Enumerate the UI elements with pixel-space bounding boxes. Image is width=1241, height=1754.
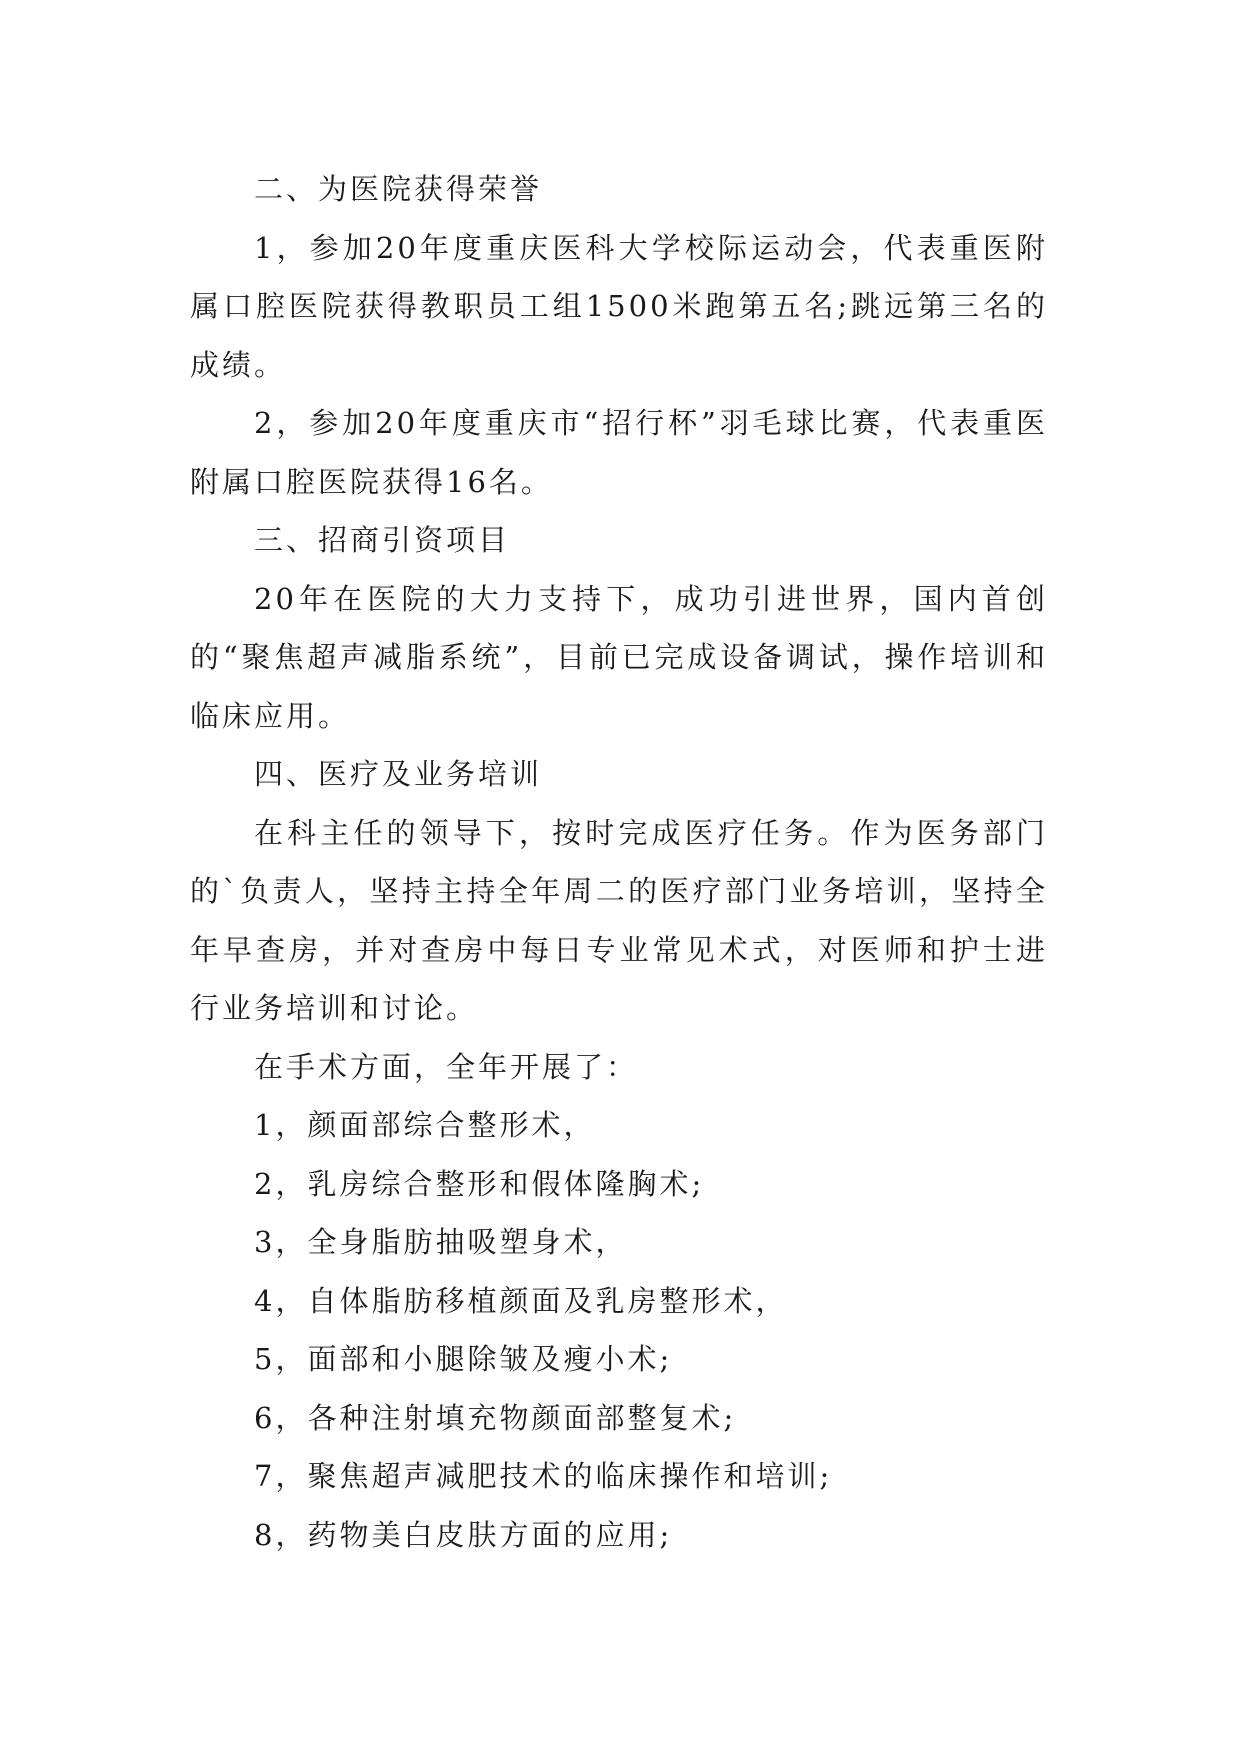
- paragraph-training-1: 在科主任的领导下，按时完成医疗任务。作为医务部门的`负责人，坚持主持全年周二的医疗部门业务培训，坚持全年早查房，并对查房中每日专业常见术式，对医师和护士进行业务培训和讨论。: [190, 815, 1048, 1025]
- paragraph-surgery-intro: 在手术方面，全年开展了：: [254, 1049, 639, 1084]
- section-heading-investment: 三、招商引资项目: [254, 523, 511, 557]
- list-item: 1，颜面部综合整形术，: [254, 1108, 596, 1142]
- list-item: 5，面部和小腿除皱及瘦小术;: [254, 1342, 673, 1376]
- paragraph-honors-1: 1，参加20年度重庆医科大学校际运动会，代表重医附属口腔医院获得教职员工组1500米跑第五名;跳远第三名的成绩。: [190, 230, 1048, 382]
- paragraph-honors-2: 2，参加20年度重庆市“招行杯”羽毛球比赛，代表重医附属口腔医院获得16名。: [190, 406, 1048, 499]
- list-item: 8，药物美白皮肤方面的应用;: [254, 1517, 673, 1552]
- list-item: 7，聚焦超声减肥技术的临床操作和培训;: [254, 1459, 833, 1493]
- paragraph-investment-1: 20年在医院的大力支持下，成功引进世界，国内首创的“聚焦超声减脂系统”，目前已完成设备调试，操作培训和临床应用。: [190, 581, 1048, 733]
- list-item: 2，乳房综合整形和假体隆胸术;: [254, 1166, 705, 1201]
- list-item: 6，各种注射填充物颜面部整复术;: [254, 1400, 737, 1435]
- list-item: 4，自体脂肪移植颜面及乳房整形术，: [254, 1283, 788, 1318]
- section-heading-training: 四、医疗及业务培训: [254, 757, 543, 791]
- document-page: [190, 160, 1048, 1564]
- list-item: 3，全身脂肪抽吸塑身术，: [254, 1225, 628, 1259]
- section-heading-honors: 二、为医院获得荣誉: [254, 172, 543, 206]
